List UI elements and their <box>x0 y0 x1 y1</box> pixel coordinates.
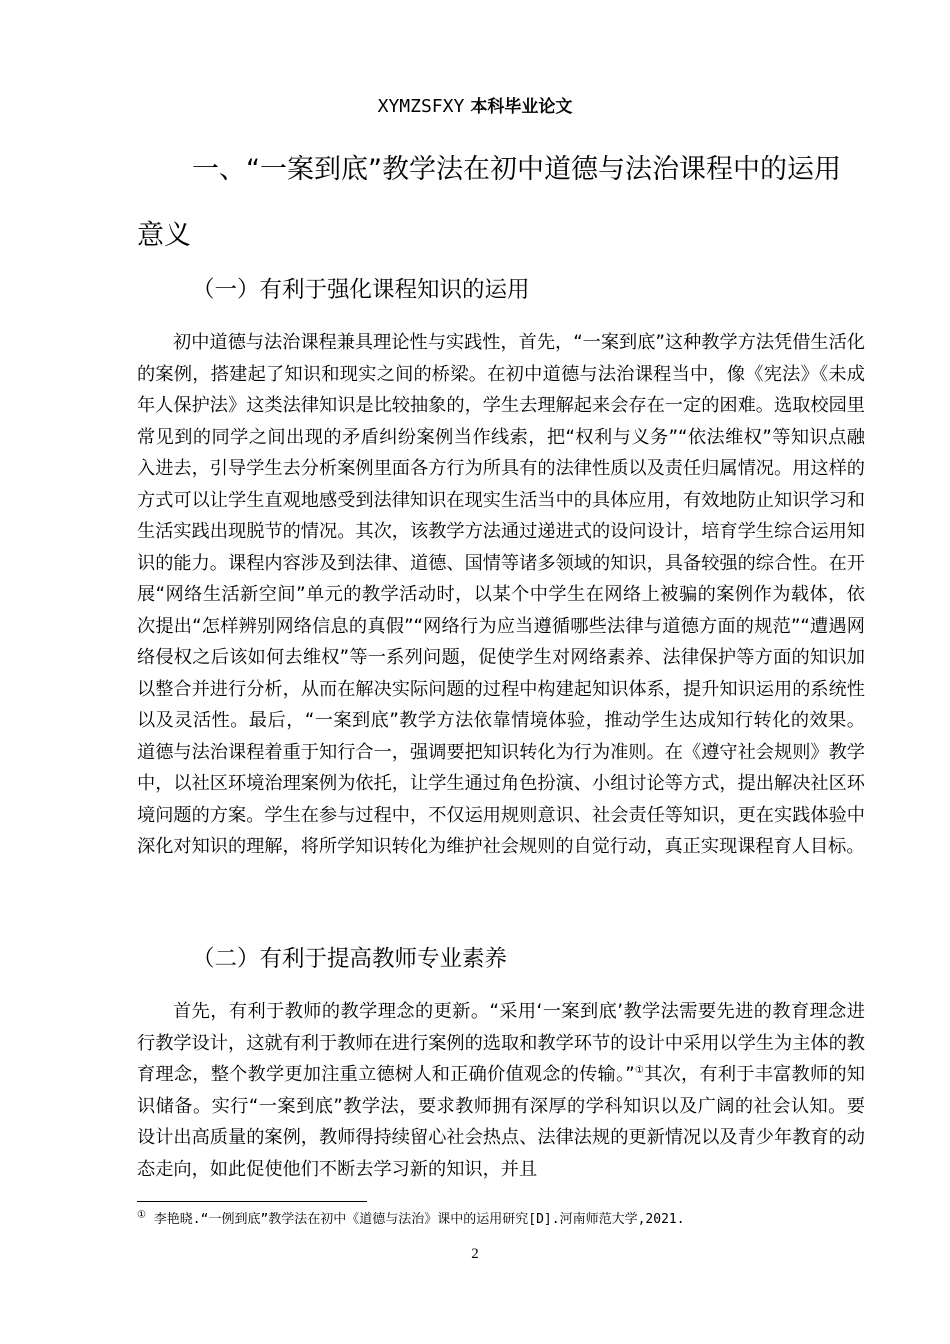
header-thesis-label: 本科毕业论文 <box>470 97 573 117</box>
header-school-code: XYMZSFXY <box>377 96 465 117</box>
section-2-paragraph <box>137 996 865 1185</box>
section-1-paragraph: 初中道德与法治课程兼具理论性与实践性，首先，“一案到底”这种教学方法凭借生活化的案例，搭建起了知识和现实之间的桥梁。在初中道德与法治课程当中，像《宪法》《未成年人保护法》这类法律知识是比较抽象的，学生去理解起来会存在一定的困难。选取校园里常见到的同学之间出现的矛盾纠纷案例当作线索，把“权利与义务”“依法维权”等知识点融入进去，引导学生去分析案例里面各方行为所具有的法律性质以及责任归属情况。用这样的方式可以让学生直观地感受到法律知识在现实生活当中的具体应用，有效地防止知识学习和生活实践出现脱节的情况。其次，该教学方法通过递进式的设问设计，培育学生综合运用知识的能力。课程内容涉及到法律、道德、国情等诸多领域的知识，具备较强的综合性。在开展“网络生活新空间”单元的教学活动时，以某个中学生在网络上被骗的案例作为载体，依次提出“怎样辨别网络信息的真假”“网络行为应当遵循哪些法律与道德方面的规范”“遭遇网络侵权之后该如何去维权”等一系列问题，促使学生对网络素养、法律保护等方面的知识加以整合并进行分析，从而在解决实际问题的过程中构建起知识体系，提升知识运用的系统性以及灵活性。最后，“一案到底”教学方法依靠情境体验，推动学生达成知行转化的效果。道德与法治课程着重于知行合一，强调要把知识转化为行为准则。在《遵守社会规则》教学中，以社区环境治理案例为依托，让学生通过角色扮演、小组讨论等方式，提出解决社区环境问题的方案。学生在参与过程中，不仅运用规则意识、社会责任等知识，更在实践体验中深化对知识的理解，将所学知识转化为维护社会规则的自觉行动，真正实现课程育人目标。 <box>137 332 865 857</box>
footnote-separator <box>137 1201 367 1202</box>
chapter-title: 一、“一案到底”教学法在初中道德与法治课程中的运用意义 <box>137 154 841 251</box>
section-title-2: （二）有利于提高教师专业素养 <box>192 946 508 972</box>
footnote <box>137 1208 877 1232</box>
section-title-1: （一）有利于强化课程知识的运用 <box>192 277 530 303</box>
footnote-reference[interactable]: ① <box>634 1064 645 1076</box>
page-header <box>0 94 950 119</box>
paragraph-continuation-text: 其次，有利于丰富教师的知识储备。实行“一案到底”教学法，要求教师拥有深厚的学科知识以及广阔的社会认知。要设计出高质量的案例，教师得持续留心社会热点、法律法规的更新情况以及青少年教育的动态走向，如此促使他们不断去学习新的知识，并且 <box>137 1064 865 1180</box>
paragraph-quote-text: 首先，有利于教师的教学理念的更新。“采用‘一案到底’教学法需要先进的教育理念进行教学设计，这就有利于教师在进行案例的选取和教学环节的设计中采用以学生为主体的教育理念，整个教学更加注重立德树人和正确价值观念的传输。” <box>137 1001 865 1085</box>
footnote-text: 李艳晓.“一例到底”教学法在初中《道德与法治》课中的运用研究[D].河南师范大学,2021. <box>153 1212 685 1227</box>
page-number: 2 <box>471 1246 479 1262</box>
footnote-mark: ① <box>137 1209 146 1221</box>
